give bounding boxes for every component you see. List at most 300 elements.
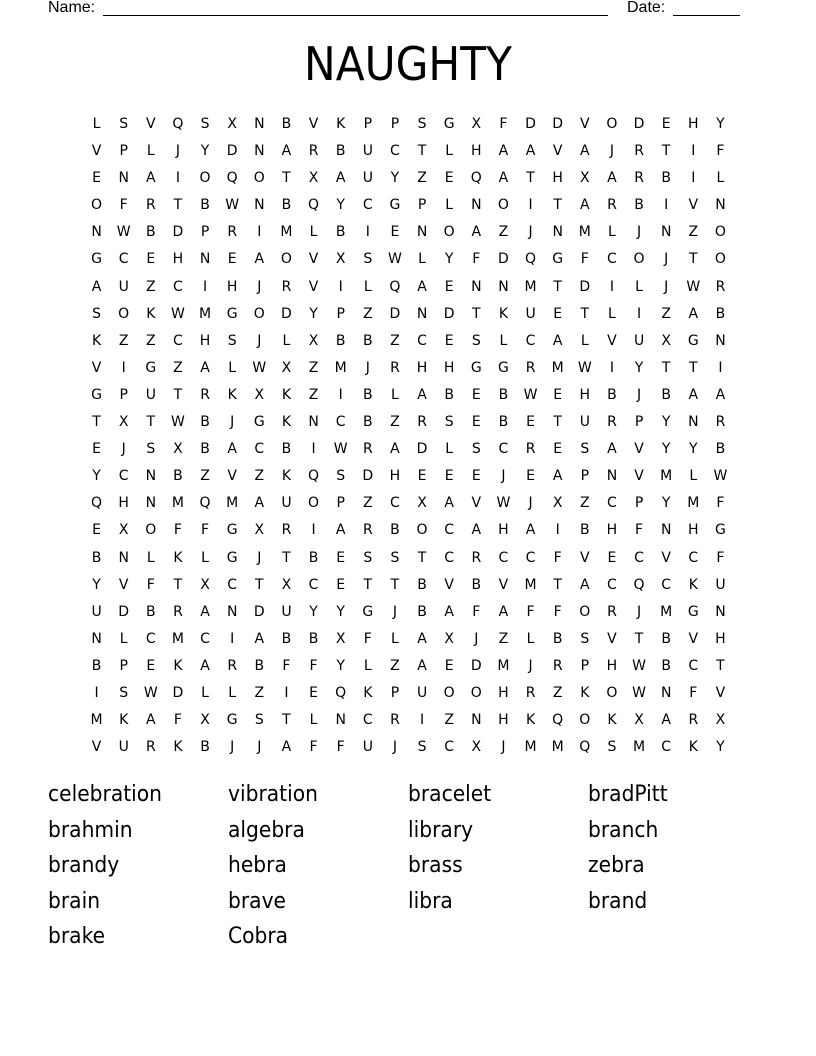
grid-cell: M [199, 305, 212, 322]
grid-cell: T [472, 305, 481, 322]
grid-cell: P [336, 495, 345, 512]
grid-cell: B [254, 657, 265, 674]
grid-cell: Q [389, 278, 401, 295]
grid-cell: C [498, 549, 509, 566]
grid-cell: K [580, 684, 590, 701]
grid-cell: L [445, 143, 454, 160]
grid-cell: V [580, 116, 590, 132]
grid-cell: K [173, 549, 183, 566]
grid-cell: C [227, 576, 238, 593]
grid-cell: L [309, 224, 318, 241]
grid-cell: F [553, 603, 562, 620]
grid-cell: N [308, 414, 319, 431]
grid-cell: M [551, 739, 564, 756]
grid-cell: E [444, 468, 454, 485]
grid-cell: A [715, 386, 726, 403]
grid-cell: V [118, 576, 129, 593]
grid-cell: A [580, 576, 590, 593]
grid-cell: C [118, 251, 129, 268]
grid-cell: H [118, 495, 129, 512]
date-blank-line [673, 15, 740, 16]
grid-cell: H [715, 630, 726, 647]
grid-cell: Z [363, 305, 373, 322]
grid-cell: P [200, 224, 210, 241]
grid-cell: F [689, 684, 698, 701]
grid-cell: K [91, 332, 102, 349]
grid-cell: B [661, 630, 671, 647]
grid-cell: B [146, 603, 156, 620]
grid-cell: C [688, 549, 699, 566]
grid-cell: J [474, 630, 479, 647]
grid-cell: B [200, 414, 210, 431]
grid-cell: Z [173, 359, 183, 376]
grid-cell: I [257, 224, 262, 241]
grid-cell: A [417, 657, 427, 674]
grid-cell: I [609, 278, 614, 295]
grid-cell: G [552, 251, 564, 268]
grid-cell: N [471, 278, 482, 295]
grid-cell: C [173, 278, 183, 295]
name-label: Name: [48, 0, 96, 16]
grid-cell: A [688, 386, 699, 403]
grid-cell: T [173, 197, 183, 214]
grid-cell: X [308, 332, 319, 349]
grid-cell: D [226, 143, 238, 160]
grid-cell: T [553, 414, 562, 431]
grid-cell: D [498, 251, 509, 268]
grid-cell: X [118, 522, 129, 539]
grid-cell: H [172, 251, 184, 268]
grid-cell: R [362, 522, 373, 539]
grid-cell: B [91, 657, 102, 674]
grid-cell: R [417, 414, 427, 431]
grid-cell: I [664, 197, 669, 214]
grid-cell: Y [336, 657, 345, 674]
grid-cell: D [579, 278, 591, 295]
grid-cell: Q [226, 170, 238, 187]
grid-cell: Z [444, 712, 454, 729]
grid-cell: T [282, 549, 291, 566]
grid-cell: A [254, 630, 265, 647]
grid-cell: U [91, 603, 102, 620]
grid-cell: E [553, 441, 563, 458]
grid-cell: S [471, 441, 481, 458]
grid-cell: X [634, 712, 644, 729]
grid-cell: B [281, 116, 292, 132]
grid-cell: I [691, 170, 696, 187]
word-list-item: algebra [228, 817, 305, 843]
grid-cell: L [201, 549, 209, 566]
grid-cell: F [472, 603, 481, 620]
grid-cell: J [528, 224, 533, 241]
grid-cell: C [661, 576, 672, 593]
grid-cell: P [119, 386, 128, 403]
grid-cell: N [416, 224, 428, 241]
grid-cell: M [633, 739, 646, 756]
grid-cell: S [444, 414, 454, 431]
grid-cell: M [171, 495, 184, 512]
grid-cell: C [444, 549, 455, 566]
grid-cell: U [416, 684, 428, 701]
word-list-item: libra [408, 888, 453, 914]
grid-cell: F [282, 657, 291, 674]
grid-cell: G [226, 549, 238, 566]
grid-cell: N [660, 522, 672, 539]
grid-cell: T [417, 143, 427, 160]
grid-cell: U [715, 576, 726, 593]
grid-cell: C [525, 549, 536, 566]
grid-cell: C [390, 143, 400, 160]
grid-cell: T [390, 576, 400, 593]
grid-cell: R [688, 712, 699, 729]
grid-cell: B [308, 549, 319, 566]
grid-cell: B [444, 386, 454, 403]
grid-cell: O [579, 603, 591, 620]
grid-cell: M [524, 278, 537, 295]
grid-cell: O [91, 197, 103, 214]
grid-cell: Y [336, 197, 345, 214]
grid-cell: R [200, 386, 210, 403]
grid-cell: R [390, 359, 400, 376]
grid-cell: B [580, 522, 590, 539]
grid-cell: V [227, 468, 237, 485]
word-list [48, 779, 768, 957]
grid-cell: G [226, 712, 238, 729]
grid-cell: F [309, 739, 318, 756]
grid-cell: E [227, 251, 237, 268]
grid-cell: Z [417, 170, 427, 187]
grid-cell: Z [254, 684, 265, 701]
grid-cell: S [119, 684, 129, 701]
grid-cell: E [444, 278, 454, 295]
grid-cell: B [200, 739, 210, 756]
grid-cell: E [444, 657, 454, 674]
grid-cell: D [281, 305, 292, 322]
grid-cell: C [335, 414, 346, 431]
grid-cell: B [661, 170, 671, 187]
grid-cell: R [281, 522, 292, 539]
grid-cell: W [333, 441, 348, 458]
grid-cell: N [660, 224, 672, 241]
grid-cell: T [282, 170, 291, 187]
grid-cell: A [335, 170, 346, 187]
grid-cell: R [281, 278, 292, 295]
grid-cell: Z [308, 359, 319, 376]
grid-cell: E [471, 468, 481, 485]
grid-cell: M [551, 359, 564, 376]
grid-cell: J [230, 414, 235, 431]
grid-cell: U [525, 305, 536, 322]
grid-cell: P [390, 116, 400, 132]
grid-cell: G [687, 332, 699, 349]
grid-cell: M [524, 739, 537, 756]
grid-cell: E [390, 224, 400, 241]
grid-cell: Q [552, 712, 564, 729]
grid-cell: V [688, 630, 699, 647]
grid-cell: R [145, 197, 156, 214]
grid-cell: W [143, 684, 158, 701]
grid-cell: B [498, 386, 509, 403]
grid-cell: B [417, 603, 427, 620]
grid-cell: F [472, 251, 481, 268]
grid-cell: E [336, 549, 346, 566]
grid-cell: C [661, 739, 672, 756]
grid-cell: B [634, 197, 644, 214]
grid-cell: I [691, 143, 696, 160]
grid-cell: U [145, 386, 156, 403]
page-title: NAUGHTY [304, 37, 512, 91]
grid-cell: T [282, 712, 291, 729]
grid-cell: L [391, 386, 399, 403]
grid-cell: R [362, 441, 373, 458]
grid-cell: P [119, 143, 128, 160]
grid-cell: R [525, 441, 536, 458]
grid-cell: D [172, 684, 184, 701]
grid-cell: T [146, 414, 156, 431]
grid-cell: B [308, 630, 319, 647]
grid-cell: E [336, 576, 346, 593]
grid-cell: L [608, 224, 616, 241]
grid-cell: N [715, 332, 726, 349]
grid-cell: J [392, 603, 397, 620]
word-list-item: hebra [228, 853, 287, 879]
grid-cell: D [552, 116, 564, 132]
grid-cell: I [311, 522, 316, 539]
grid-cell: N [688, 414, 699, 431]
grid-cell: A [498, 143, 509, 160]
grid-cell: N [715, 197, 726, 214]
grid-cell: R [145, 739, 156, 756]
grid-cell: L [526, 630, 535, 647]
grid-cell: U [281, 603, 292, 620]
grid-cell: Y [689, 441, 698, 458]
grid-cell: E [526, 414, 535, 431]
grid-cell: B [281, 630, 292, 647]
grid-cell: Z [552, 684, 563, 701]
grid-cell: N [145, 468, 157, 485]
grid-cell: A [200, 603, 210, 620]
grid-cell: B [335, 143, 346, 160]
grid-cell: D [443, 305, 455, 322]
name-blank-line [103, 15, 608, 16]
grid-cell: Z [363, 495, 373, 512]
grid-cell: L [119, 630, 128, 647]
grid-cell: X [580, 170, 590, 187]
grid-cell: Y [444, 251, 454, 268]
grid-cell: G [91, 251, 102, 268]
grid-cell: Q [335, 684, 347, 701]
grid-cell: T [92, 414, 101, 431]
grid-cell: Z [498, 630, 509, 647]
grid-cell: V [91, 359, 102, 376]
grid-cell: A [471, 224, 482, 241]
grid-cell: C [607, 576, 617, 593]
grid-cell: Y [661, 441, 671, 458]
grid-cell: B [281, 441, 292, 458]
grid-cell: B [173, 468, 183, 485]
grid-cell: I [94, 684, 99, 701]
grid-cell: L [580, 332, 589, 349]
grid-cell: G [715, 522, 726, 539]
grid-cell: Q [470, 170, 482, 187]
grid-cell: S [607, 739, 617, 756]
grid-cell: T [580, 305, 590, 322]
grid-cell: M [334, 359, 347, 376]
grid-cell: O [714, 224, 726, 241]
grid-cell: Y [390, 170, 400, 187]
grid-cell: U [362, 739, 373, 756]
grid-cell: T [173, 576, 183, 593]
grid-cell: W [171, 305, 185, 322]
grid-cell: F [119, 197, 128, 214]
grid-cell: A [607, 170, 617, 187]
grid-cell: E [92, 522, 101, 539]
grid-cell: D [362, 468, 374, 485]
grid-cell: V [91, 739, 102, 756]
grid-cell: H [579, 386, 591, 403]
grid-cell: S [417, 739, 427, 756]
word-list-item: vibration [228, 782, 318, 807]
grid-cell: D [525, 116, 536, 132]
grid-cell: L [146, 549, 155, 566]
grid-cell: B [363, 414, 373, 431]
grid-cell: W [496, 495, 511, 512]
grid-cell: K [146, 305, 156, 322]
grid-cell: D [172, 224, 184, 241]
grid-cell: K [688, 739, 698, 756]
grid-cell: V [634, 441, 644, 458]
grid-cell: C [362, 712, 373, 729]
grid-cell: Z [146, 278, 156, 295]
grid-cell: Z [390, 657, 400, 674]
grid-cell: M [226, 495, 239, 512]
grid-cell: G [443, 116, 455, 132]
grid-cell: I [718, 359, 723, 376]
grid-cell: I [202, 278, 208, 295]
grid-cell: L [228, 359, 237, 376]
grid-cell: C [634, 549, 644, 566]
grid-cell: F [336, 739, 345, 756]
grid-cell: V [607, 332, 617, 349]
grid-cell: A [444, 603, 454, 620]
word-list-item: brand [588, 888, 648, 914]
grid-cell: J [365, 359, 370, 376]
grid-cell: L [92, 116, 101, 132]
grid-cell: I [230, 630, 235, 647]
word-list-item: zebra [588, 853, 645, 879]
grid-cell: J [664, 251, 669, 268]
grid-cell: K [173, 657, 183, 674]
grid-cell: S [227, 332, 237, 349]
grid-cell: U [281, 495, 292, 512]
grid-cell: W [713, 468, 728, 485]
grid-cell: Y [661, 495, 671, 512]
grid-cell: G [145, 359, 157, 376]
grid-cell: Z [688, 224, 699, 241]
grid-cell: S [471, 332, 481, 349]
grid-cell: A [200, 359, 210, 376]
grid-cell: L [635, 278, 643, 295]
grid-cell: E [444, 170, 454, 187]
grid-cell: A [688, 305, 699, 322]
grid-cell: S [390, 549, 400, 566]
grid-cell: M [280, 224, 293, 241]
grid-cell: Y [200, 143, 210, 160]
grid-cell: X [715, 712, 726, 729]
grid-cell: R [634, 170, 644, 187]
grid-cell: B [363, 332, 373, 349]
grid-cell: R [525, 684, 536, 701]
grid-cell: F [201, 522, 210, 539]
grid-cell: A [146, 712, 156, 729]
grid-cell: A [417, 630, 427, 647]
grid-cell: N [416, 305, 428, 322]
grid-cell: R [390, 712, 400, 729]
grid-cell: N [254, 197, 265, 214]
grid-cell: I [311, 441, 316, 458]
grid-cell: L [445, 441, 454, 458]
grid-cell: Y [309, 603, 318, 620]
grid-cell: W [686, 278, 701, 295]
grid-cell: H [498, 712, 509, 729]
grid-cell: J [501, 739, 506, 756]
grid-cell: X [200, 576, 210, 593]
grid-cell: N [498, 278, 509, 295]
grid-cell: R [308, 143, 319, 160]
grid-cell: S [119, 116, 129, 132]
grid-cell: I [175, 170, 180, 187]
grid-cell: G [253, 414, 265, 431]
grid-cell: A [417, 278, 427, 295]
grid-cell: R [471, 549, 482, 566]
grid-cell: C [200, 630, 210, 647]
grid-cell: W [577, 359, 592, 376]
grid-cell: N [145, 495, 157, 512]
grid-cell: K [363, 684, 373, 701]
grid-cell: K [336, 116, 346, 132]
grid-cell: K [525, 712, 536, 729]
grid-cell: X [552, 495, 563, 512]
grid-cell: X [417, 495, 427, 512]
grid-cell: C [308, 576, 319, 593]
grid-cell: M [660, 603, 673, 620]
grid-cell: L [445, 197, 454, 214]
grid-cell: O [470, 684, 482, 701]
grid-cell: A [91, 278, 102, 295]
grid-cell: L [391, 630, 399, 647]
grid-cell: F [146, 576, 155, 593]
grid-cell: B [335, 224, 346, 241]
grid-cell: O [308, 495, 320, 512]
grid-cell: Q [633, 576, 645, 593]
grid-cell: L [418, 251, 426, 268]
grid-cell: Q [172, 116, 184, 132]
grid-cell: B [390, 522, 400, 539]
grid-cell: C [688, 657, 699, 674]
grid-cell: L [363, 657, 372, 674]
grid-cell: Z [254, 468, 265, 485]
grid-cell: J [230, 739, 235, 756]
grid-cell: S [363, 549, 373, 566]
grid-cell: J [609, 143, 614, 160]
word-list-item: brahmin [48, 817, 133, 843]
grid-cell: E [92, 170, 101, 187]
grid-cell: M [578, 224, 591, 241]
grid-cell: V [661, 549, 671, 566]
grid-cell: Z [308, 386, 319, 403]
grid-cell: A [580, 197, 590, 214]
grid-cell: C [607, 495, 617, 512]
